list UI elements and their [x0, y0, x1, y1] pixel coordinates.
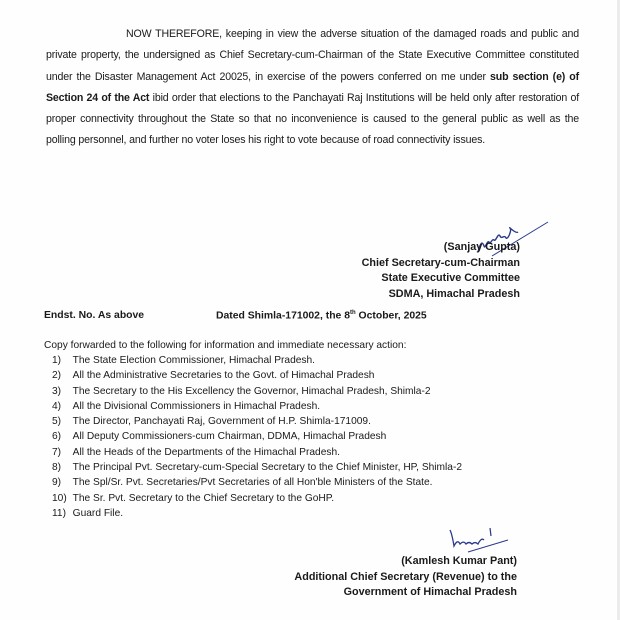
list-item-number: 2): [52, 370, 62, 382]
list-item-text: The Secretary to the His Excellency the Governor, Himachal Pradesh, Shimla-2: [72, 385, 431, 397]
list-item-number: 3): [52, 385, 62, 397]
order-rest: ibid order that elections to the Panchayati Raj Institutions will be held only after restoration of proper connectivity throughout the State so that no inconvenience is caused to the general public as well as the polling personnel, and further no voter loses his right to vote because of road connectivity issues.: [46, 91, 579, 147]
list-item-number: 11): [52, 507, 66, 519]
list-item: [52, 460, 462, 475]
list-item-number: 10): [52, 492, 67, 504]
list-item: [52, 475, 462, 490]
order-bold-reference: sub section (e) of Section 24 of the Act: [46, 70, 579, 104]
list-item-text: All Deputy Commissioners-cum Chairman, DDMA, Himachal Pradesh: [72, 431, 387, 443]
signatory-name: (Kamlesh Kumar Pant): [401, 555, 517, 567]
signatory-designation: Additional Chief Secretary (Revenue) to the: [294, 570, 517, 583]
dated-line: [216, 310, 427, 321]
list-item-number: 7): [52, 446, 62, 458]
list-item-number: 6): [52, 431, 62, 443]
list-item-text: The Principal Pvt. Secretary-cum-Special Secretary to the Chief Minister, HP, Shimla-2: [72, 462, 463, 474]
list-item-text: The Sr. Pvt. Secretary to the Chief Secretary to the GoHP.: [72, 492, 335, 504]
distribution-list: [52, 353, 462, 521]
order-intro: NOW THEREFORE, keeping in view the adverse situation of the damaged roads and public and private property, the undersigned as Chief Secretary-cum-Chairman of the State Executive Committee constituted under the Disaster Management Act 20025, in exercise of the powers conferred on me under: [46, 28, 579, 83]
list-item: [52, 399, 462, 414]
list-item: [52, 414, 462, 429]
list-item: [52, 445, 462, 460]
list-item-text: All the Divisional Commissioners in Himachal Pradesh.: [72, 400, 321, 412]
list-item-text: All the Heads of the Departments of the Himachal Pradesh.: [72, 446, 340, 458]
list-item-text: The State Election Commissioner, Himachal Pradesh.: [72, 355, 316, 366]
signatory-designation: Chief Secretary-cum-Chairman: [361, 256, 520, 269]
list-item-number: 5): [52, 416, 62, 428]
signatory-committee: State Executive Committee: [381, 272, 520, 284]
signatory-name: (Sanjay Gupta): [443, 241, 520, 253]
signatory-authority: SDMA, Himachal Pradesh: [388, 287, 520, 300]
list-item: [52, 368, 462, 383]
list-item: [52, 429, 462, 444]
endorsement-number: Endst. No. As above: [44, 310, 145, 321]
signature-block-chief-secretary: [362, 240, 520, 302]
list-item-number: 8): [52, 462, 62, 474]
list-item: [52, 506, 462, 521]
list-item-text: Guard File.: [72, 507, 124, 519]
list-item: [52, 384, 462, 399]
list-item-number: 1): [52, 355, 62, 366]
list-item-number: 4): [52, 400, 62, 412]
list-item: [52, 491, 462, 506]
signature-block-acs-revenue: [294, 554, 517, 601]
copy-forwarded-intro: Copy forwarded to the following for information and immediate necessary action:: [44, 340, 407, 351]
list-item-text: The Spl/Sr. Pvt. Secretaries/Pvt Secretaries of all Hon'ble Ministers of the State.: [72, 477, 433, 489]
signature-kamlesh-kumar-pant-icon: [446, 524, 526, 558]
dated-prefix: Dated Shimla-171002, the 8: [216, 310, 350, 322]
order-paragraph: [46, 24, 579, 152]
list-item: [52, 353, 462, 368]
dated-suffix: October, 2025: [355, 310, 427, 322]
signatory-government: Government of Himachal Pradesh: [343, 586, 517, 598]
dated-superscript: th: [349, 310, 356, 316]
list-item-text: All the Administrative Secretaries to the Govt. of Himachal Pradesh: [72, 370, 375, 382]
list-item-text: The Director, Panchayati Raj, Government of H.P. Shimla-171009.: [72, 416, 371, 428]
list-item-number: 9): [52, 477, 62, 489]
